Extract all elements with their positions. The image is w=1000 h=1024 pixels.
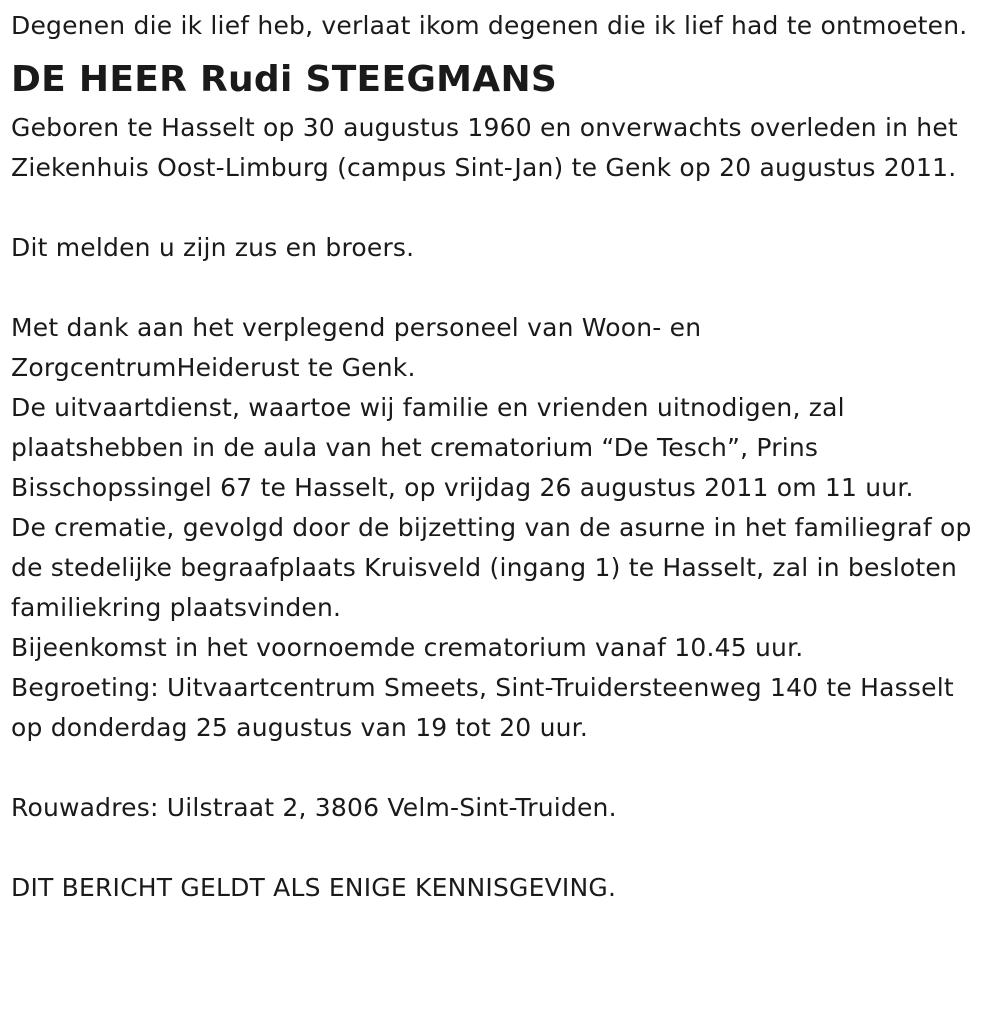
spacer xyxy=(11,188,989,228)
deceased-name-title: DE HEER Rudi STEEGMANS xyxy=(11,59,558,100)
birth-death-paragraph: Geboren te Hasselt op 30 augustus 1960 en onverwachts overleden in het Ziekenhuis Oost-Limburg (campus Sint-Jan) te Genk op 20 augustus 2011. xyxy=(11,113,958,182)
closing-statement: DIT BERICHT GELDT ALS ENIGE KENNISGEVING. xyxy=(11,873,617,902)
service-paragraph: De uitvaartdienst, waartoe wij familie en vrienden uitnodigen, zal plaatshebben in de aula van het crematorium “De Tesch”, Prins Bisschopssingel 67 te Hasselt, op vrijdag 26 augustus 2011 om 11 uur. xyxy=(11,393,914,502)
thanks-paragraph: Met dank aan het verplegend personeel van Woon- en ZorgcentrumHeiderust te Genk. xyxy=(11,313,702,382)
mourning-address: Rouwadres: Uilstraat 2, 3806 Velm-Sint-Truiden. xyxy=(11,793,617,822)
visitation-paragraph: Begroeting: Uitvaartcentrum Smeets, Sint-Truidersteenweg 140 te Hasselt op donderdag 25 augustus van 19 tot 20 uur. xyxy=(11,673,954,742)
cremation-paragraph: De crematie, gevolgd door de bijzetting van de asurne in het familiegraf op de stedelijke begraafplaats Kruisveld (ingang 1) te Hasselt, zal in besloten familiekring plaatsvinden. xyxy=(11,513,972,622)
announcers-paragraph: Dit melden u zijn zus en broers. xyxy=(11,233,415,262)
spacer xyxy=(11,748,989,788)
spacer xyxy=(11,828,989,868)
spacer xyxy=(11,268,989,308)
gathering-paragraph: Bijeenkomst in het voornoemde crematorium vanaf 10.45 uur. xyxy=(11,633,804,662)
motto: Degenen die ik lief heb, verlaat ikom degenen die ik lief had te ontmoeten. xyxy=(11,11,968,40)
